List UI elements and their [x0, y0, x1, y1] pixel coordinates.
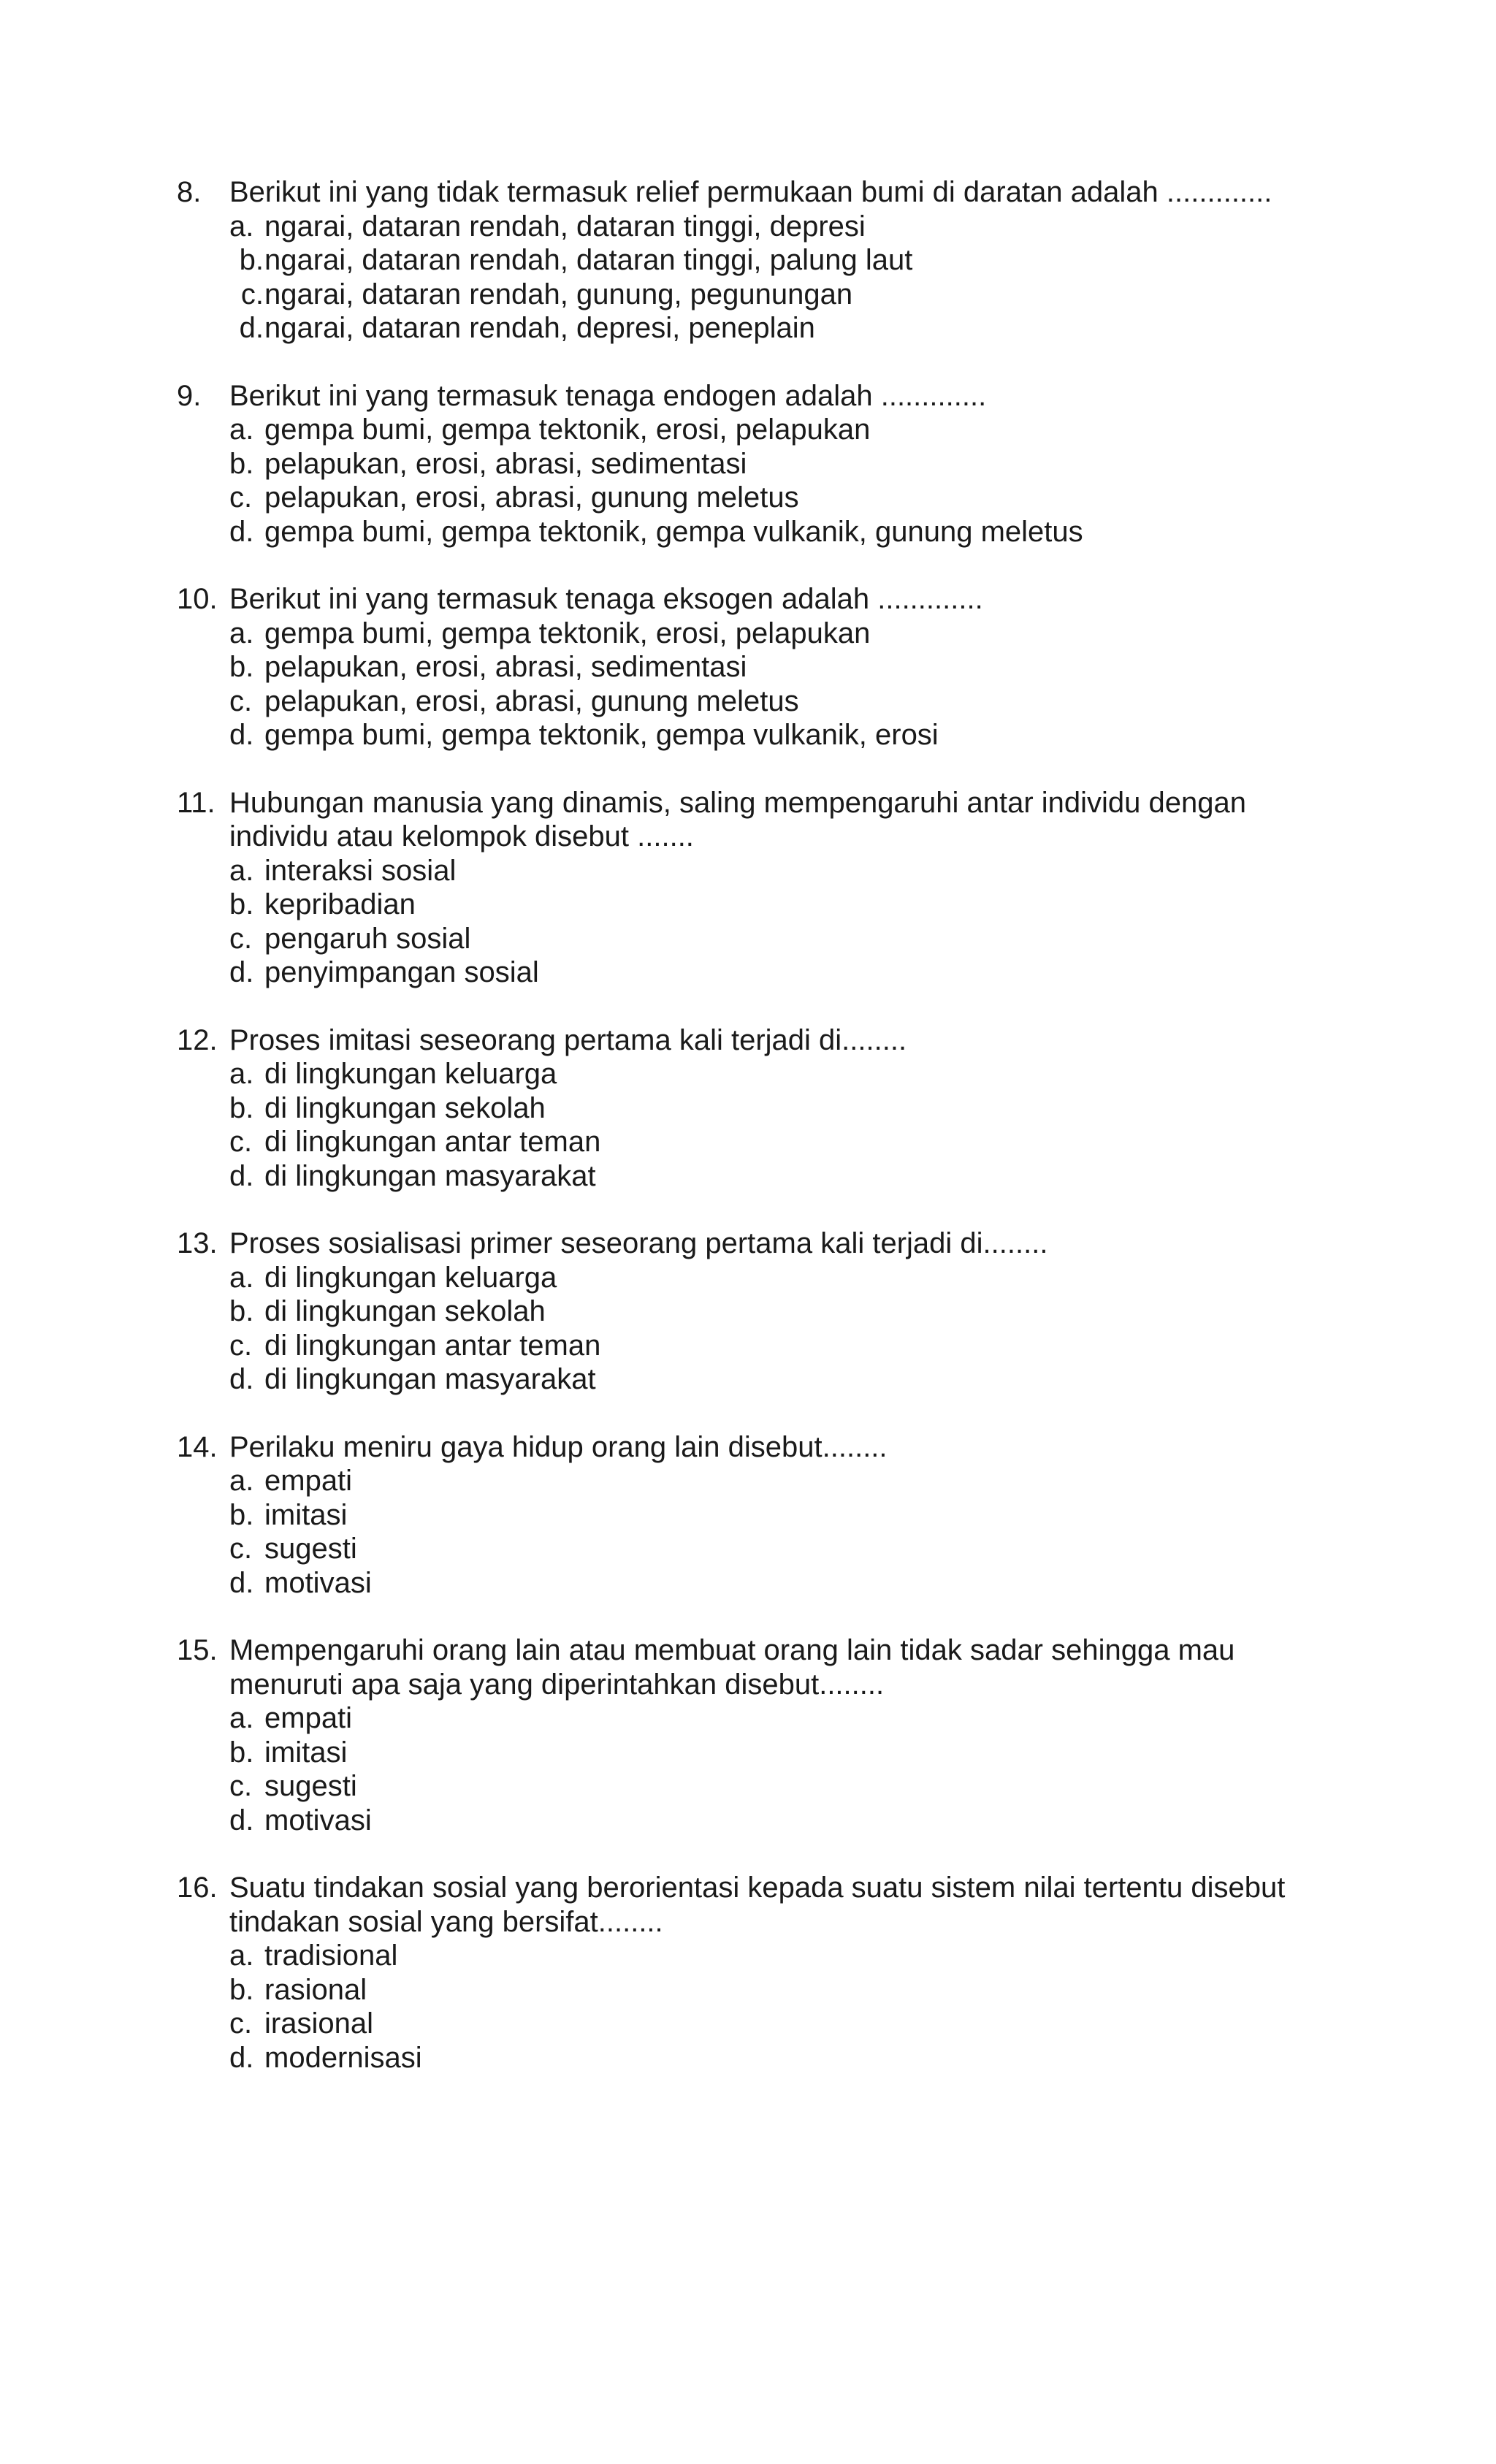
answer-option — [177, 1973, 1375, 2007]
question-number: 10. — [177, 583, 218, 615]
question-number: 8. — [177, 176, 202, 208]
answer-option — [177, 1804, 1375, 1838]
question-text: Perilaku meniru gaya hidup orang lain disebut........ — [229, 1430, 888, 1463]
question-item — [177, 1430, 1375, 1601]
question-item — [177, 1871, 1375, 2075]
question-text: tindakan sosial yang bersifat........ — [229, 1905, 663, 1938]
option-text: penyimpangan sosial — [264, 956, 539, 988]
question-line — [177, 820, 1375, 854]
option-letter: b. — [229, 1091, 254, 1124]
option-letter: b. — [239, 244, 264, 276]
option-text: rasional — [264, 1973, 367, 2006]
question-text: Mempengaruhi orang lain atau membuat orang lain tidak sadar sehingga mau — [229, 1634, 1235, 1666]
question-text: Proses imitasi seseorang pertama kali terjadi di........ — [229, 1023, 907, 1056]
option-text: di lingkungan sekolah — [264, 1091, 546, 1124]
option-text: imitasi — [264, 1736, 348, 1769]
answer-option — [177, 413, 1375, 447]
option-text: di lingkungan antar teman — [264, 1126, 601, 1158]
option-letter: d. — [229, 1159, 254, 1192]
question-text: menuruti apa saja yang diperintahkan disebut........ — [229, 1668, 885, 1701]
option-letter: c. — [229, 684, 253, 717]
option-text: pelapukan, erosi, abrasi, sedimentasi — [264, 447, 747, 480]
option-letter: b. — [229, 447, 254, 480]
option-letter: d. — [229, 1804, 254, 1836]
question-item — [177, 1227, 1375, 1397]
option-letter: d. — [229, 956, 254, 988]
question-number: 16. — [177, 1872, 218, 1904]
answer-option — [177, 718, 1375, 752]
option-text: modernisasi — [264, 2041, 422, 2074]
option-letter: b. — [229, 1498, 254, 1531]
option-text: imitasi — [264, 1498, 348, 1531]
option-text: di lingkungan masyarakat — [264, 1159, 596, 1192]
question-item — [177, 1023, 1375, 1194]
question-item — [177, 379, 1375, 549]
answer-option — [177, 2007, 1375, 2041]
question-item — [177, 1633, 1375, 1837]
option-text: pelapukan, erosi, abrasi, gunung meletus — [264, 481, 799, 514]
option-text: gempa bumi, gempa tektonik, gempa vulkanik, erosi — [264, 719, 939, 751]
option-text: empati — [264, 1702, 353, 1734]
question-line — [177, 1871, 1375, 1905]
option-letter: b. — [229, 1736, 254, 1769]
answer-option — [177, 2041, 1375, 2075]
option-letter: c. — [229, 481, 253, 514]
answer-option — [177, 278, 1375, 312]
option-letter: d. — [229, 2041, 254, 2074]
option-text: kepribadian — [264, 888, 416, 920]
answer-option — [177, 1736, 1375, 1770]
answer-option — [177, 515, 1375, 549]
question-line — [177, 582, 1375, 617]
option-text: sugesti — [264, 1533, 357, 1565]
question-line — [177, 1430, 1375, 1465]
answer-option — [177, 447, 1375, 481]
option-text: di lingkungan keluarga — [264, 1261, 557, 1294]
option-letter: c. — [229, 1770, 253, 1802]
answer-option — [177, 210, 1375, 244]
option-text: ngarai, dataran rendah, dataran tinggi, depresi — [264, 210, 866, 243]
option-text: interaksi sosial — [264, 854, 457, 887]
option-letter: d. — [229, 1566, 254, 1599]
question-number: 12. — [177, 1023, 218, 1056]
option-letter: a. — [229, 1261, 254, 1294]
option-letter: c. — [240, 278, 264, 310]
question-number: 11. — [177, 786, 215, 819]
option-letter: a. — [229, 1702, 254, 1734]
answer-option — [177, 243, 1375, 278]
option-letter: d. — [229, 1363, 254, 1395]
answer-option — [177, 922, 1375, 956]
question-number: 13. — [177, 1227, 218, 1259]
option-text: motivasi — [264, 1566, 372, 1599]
answer-option — [177, 481, 1375, 515]
answer-option — [177, 1566, 1375, 1601]
question-text: Berikut ini yang termasuk tenaga eksogen adalah ............. — [229, 583, 983, 615]
option-text: pelapukan, erosi, abrasi, sedimentasi — [264, 651, 747, 683]
question-line — [177, 1668, 1375, 1702]
option-letter: b. — [229, 1295, 254, 1327]
answer-option — [177, 1294, 1375, 1329]
answer-option — [177, 617, 1375, 651]
option-text: ngarai, dataran rendah, gunung, pegunungan — [264, 278, 853, 310]
question-number: 14. — [177, 1430, 218, 1463]
question-line — [177, 1023, 1375, 1058]
option-letter: a. — [229, 1465, 254, 1497]
answer-option — [177, 1464, 1375, 1498]
answer-option — [177, 854, 1375, 888]
question-item — [177, 786, 1375, 990]
option-letter: d. — [239, 312, 264, 344]
option-text: di lingkungan keluarga — [264, 1058, 557, 1090]
answer-option — [177, 1362, 1375, 1397]
option-text: gempa bumi, gempa tektonik, gempa vulkanik, gunung meletus — [264, 515, 1083, 548]
option-letter: b. — [229, 1973, 254, 2006]
option-text: di lingkungan sekolah — [264, 1295, 546, 1327]
option-letter: d. — [229, 719, 254, 751]
question-item — [177, 582, 1375, 752]
answer-option — [177, 1939, 1375, 1973]
question-text: individu atau kelompok disebut ....... — [229, 820, 694, 853]
option-text: irasional — [264, 2007, 373, 2040]
question-text: Suatu tindakan sosial yang berorientasi kepada suatu sistem nilai tertentu disebut — [229, 1872, 1286, 1904]
option-letter: b. — [229, 651, 254, 683]
answer-option — [177, 956, 1375, 990]
question-line — [177, 1633, 1375, 1668]
option-letter: b. — [229, 888, 254, 920]
question-line — [177, 1905, 1375, 1939]
option-text: motivasi — [264, 1804, 372, 1836]
question-line — [177, 786, 1375, 820]
question-text: Proses sosialisasi primer seseorang pertama kali terjadi di........ — [229, 1227, 1048, 1259]
option-text: ngarai, dataran rendah, depresi, peneplain — [264, 312, 815, 344]
option-letter: c. — [229, 922, 253, 955]
question-list — [177, 175, 1375, 2108]
option-text: pengaruh sosial — [264, 922, 471, 955]
question-text: Berikut ini yang termasuk tenaga endogen adalah ............. — [229, 379, 987, 412]
answer-option — [177, 1057, 1375, 1091]
answer-option — [177, 684, 1375, 719]
answer-option — [177, 1701, 1375, 1736]
question-text: Berikut ini yang tidak termasuk relief permukaan bumi di daratan adalah ............. — [229, 176, 1272, 208]
question-number: 9. — [177, 379, 202, 412]
question-line — [177, 379, 1375, 413]
answer-option — [177, 1532, 1375, 1566]
answer-option — [177, 1159, 1375, 1194]
answer-option — [177, 1091, 1375, 1126]
answer-option — [177, 1261, 1375, 1295]
option-letter: c. — [229, 1329, 253, 1362]
question-item — [177, 175, 1375, 346]
option-letter: c. — [229, 2007, 253, 2040]
option-letter: a. — [229, 617, 254, 649]
option-text: sugesti — [264, 1770, 357, 1802]
option-letter: d. — [229, 515, 254, 548]
question-line — [177, 1227, 1375, 1261]
answer-option — [177, 311, 1375, 346]
option-text: empati — [264, 1465, 353, 1497]
option-letter: c. — [229, 1533, 253, 1565]
answer-option — [177, 1769, 1375, 1804]
question-text: Hubungan manusia yang dinamis, saling mempengaruhi antar individu dengan — [229, 786, 1247, 819]
option-letter: a. — [229, 1939, 254, 1972]
option-letter: a. — [229, 210, 254, 243]
option-text: di lingkungan antar teman — [264, 1329, 601, 1362]
option-text: pelapukan, erosi, abrasi, gunung meletus — [264, 684, 799, 717]
option-text: gempa bumi, gempa tektonik, erosi, pelapukan — [264, 617, 871, 649]
option-text: tradisional — [264, 1939, 398, 1972]
option-letter: a. — [229, 1058, 254, 1090]
option-letter: a. — [229, 854, 254, 887]
option-letter: a. — [229, 413, 254, 446]
answer-option — [177, 1498, 1375, 1533]
option-text: ngarai, dataran rendah, dataran tinggi, palung laut — [264, 244, 913, 276]
option-letter: c. — [229, 1126, 253, 1158]
question-number: 15. — [177, 1634, 218, 1666]
answer-option — [177, 1125, 1375, 1159]
option-text: di lingkungan masyarakat — [264, 1363, 596, 1395]
question-line — [177, 175, 1375, 210]
option-text: gempa bumi, gempa tektonik, erosi, pelapukan — [264, 413, 871, 446]
answer-option — [177, 650, 1375, 684]
answer-option — [177, 1329, 1375, 1363]
answer-option — [177, 888, 1375, 922]
